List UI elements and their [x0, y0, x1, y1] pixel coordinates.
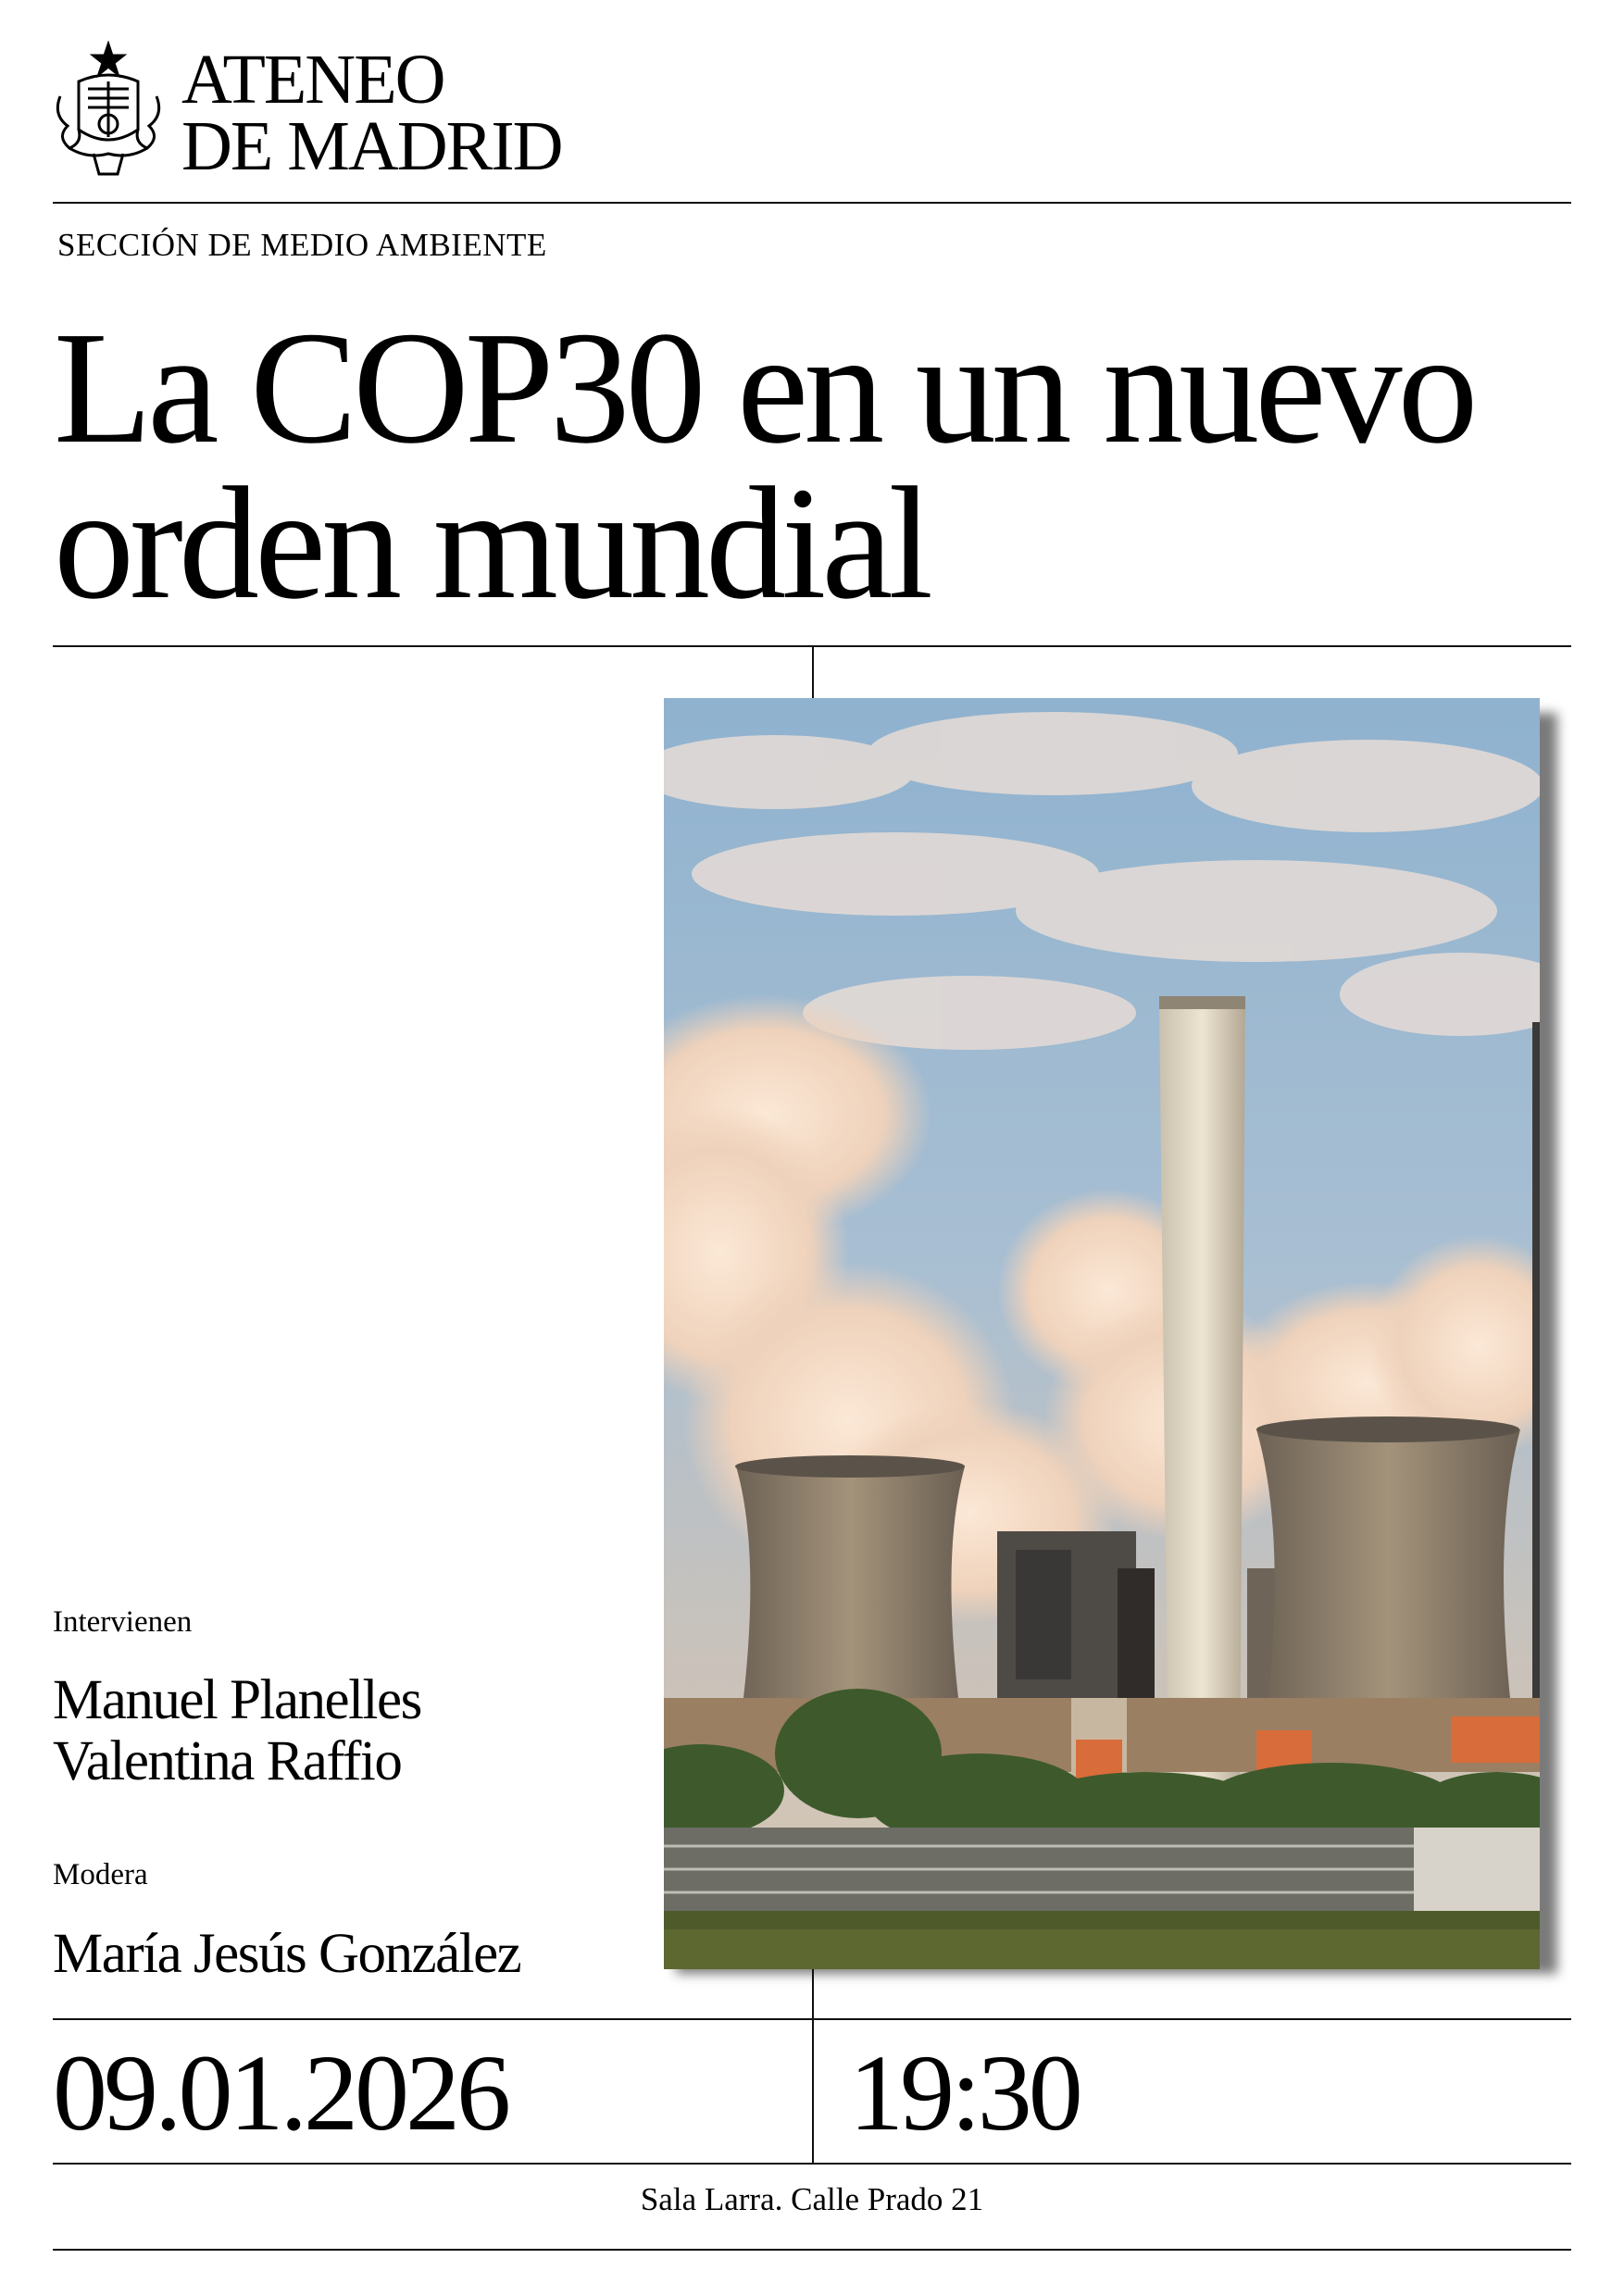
- ateneo-emblem-logo: [51, 41, 166, 178]
- brand-line-2: DE MADRID: [181, 107, 562, 185]
- moderator-label: Modera: [53, 1858, 148, 1891]
- rule-top: [53, 202, 1571, 204]
- event-venue: Sala Larra. Calle Prado 21: [640, 2181, 984, 2217]
- title-line-2: orden mundial: [54, 454, 929, 632]
- rule-below-date: [53, 2163, 1571, 2165]
- rule-bottom: [53, 2249, 1571, 2251]
- rule-above-date: [53, 2018, 1571, 2020]
- title-line-1: La COP30 en un nuevo: [54, 298, 1474, 477]
- speakers-list: [53, 1670, 421, 1792]
- speakers-label: Intervienen: [53, 1605, 193, 1639]
- moderator-name: María Jesús González: [53, 1923, 521, 1985]
- power-plant-photo: [664, 698, 1540, 1969]
- event-title: [54, 298, 1591, 632]
- speaker-name: Manuel Planelles: [53, 1669, 421, 1731]
- brand-name: [181, 41, 562, 185]
- speaker-name: Valentina Raffio: [53, 1730, 402, 1792]
- event-date: 09.01.2026: [53, 2032, 507, 2153]
- brand-line-1: ATENEO: [181, 41, 444, 119]
- rule-vertical-lower: [812, 1969, 814, 2164]
- section-label: SECCIÓN DE MEDIO AMBIENTE: [57, 227, 547, 263]
- event-time: 19:30: [849, 2032, 1080, 2153]
- rule-vertical-upper: [812, 646, 814, 700]
